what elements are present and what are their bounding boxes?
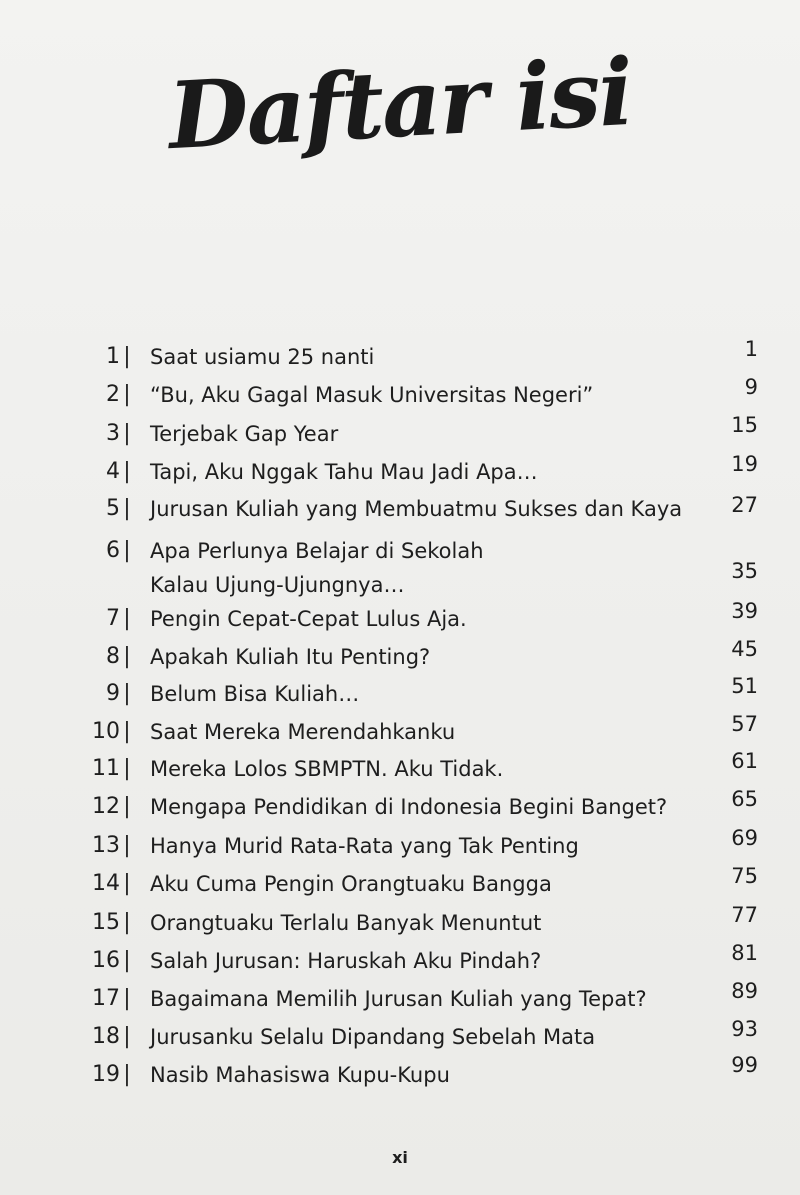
entry-page: 27 xyxy=(731,493,758,517)
entry-title: Aku Cuma Pengin Orangtuaku Bangga xyxy=(150,872,552,896)
toc-entry xyxy=(0,674,800,711)
toc-entry xyxy=(0,637,800,674)
entry-number: 17 xyxy=(92,986,120,1011)
entry-number: 5 xyxy=(106,496,120,521)
entry-separator: | xyxy=(123,1024,131,1049)
entry-number: 4 xyxy=(106,459,120,484)
toc-entry xyxy=(0,375,800,412)
entry-separator: | xyxy=(123,1062,131,1087)
entry-separator: | xyxy=(123,719,131,744)
entry-separator: | xyxy=(123,644,131,669)
toc-entry xyxy=(0,452,800,489)
entry-page: 19 xyxy=(731,452,758,476)
entry-separator: | xyxy=(123,986,131,1011)
entry-title: Hanya Murid Rata-Rata yang Tak Penting xyxy=(150,834,579,858)
entry-title: Jurusanku Selalu Dipandang Sebelah Mata xyxy=(150,1025,596,1049)
entry-separator: | xyxy=(123,344,131,369)
entry-title: Terjebak Gap Year xyxy=(150,422,339,446)
entry-separator: | xyxy=(123,794,131,819)
entry-title: Belum Bisa Kuliah… xyxy=(150,682,360,706)
entry-separator: | xyxy=(123,871,131,896)
toc-entry xyxy=(0,712,800,749)
entry-number: 16 xyxy=(92,948,120,973)
entry-number: 7 xyxy=(106,606,120,631)
entry-page: 93 xyxy=(731,1017,758,1041)
entry-number: 11 xyxy=(92,756,120,781)
entry-page: 51 xyxy=(731,674,758,698)
entry-page: 61 xyxy=(731,749,758,773)
entry-separator: | xyxy=(123,606,131,631)
entry-separator: | xyxy=(123,910,131,935)
toc-entry xyxy=(0,1017,800,1054)
toc-entry xyxy=(0,492,800,526)
entry-number: 18 xyxy=(92,1024,120,1049)
entry-title: Saat usiamu 25 nanti xyxy=(150,345,375,369)
entry-number: 3 xyxy=(106,421,120,446)
entry-page: 1 xyxy=(744,337,758,361)
toc-entry xyxy=(0,979,800,1016)
entry-page: 45 xyxy=(731,637,758,661)
entry-number: 15 xyxy=(92,910,120,935)
entry-page: 89 xyxy=(731,979,758,1003)
entry-title: Jurusan Kuliah yang Membuatmu Sukses dan Kaya xyxy=(150,497,683,521)
entry-number: 8 xyxy=(106,644,120,669)
entry-number: 1 xyxy=(106,344,120,369)
entry-title-line-2: Kalau Ujung-Ujungnya… xyxy=(150,573,405,597)
entry-page: 65 xyxy=(731,787,758,811)
entry-title: Bagaimana Memilih Jurusan Kuliah yang Tepat? xyxy=(150,987,647,1011)
entry-page: 39 xyxy=(731,599,758,623)
toc-entry xyxy=(0,941,800,978)
toc-entry xyxy=(0,787,800,824)
entry-separator: | xyxy=(123,756,131,781)
entry-number: 2 xyxy=(106,382,120,407)
toc-entry xyxy=(0,413,800,451)
entry-page: 57 xyxy=(731,712,758,736)
entry-page: 9 xyxy=(744,375,758,399)
entry-page: 99 xyxy=(731,1053,758,1077)
toc-entry xyxy=(0,749,800,786)
entry-number: 10 xyxy=(92,719,120,744)
entry-title: “Bu, Aku Gagal Masuk Universitas Negeri” xyxy=(150,383,594,407)
entry-separator: | xyxy=(123,459,131,484)
entry-title: Mengapa Pendidikan di Indonesia Begini Banget? xyxy=(150,795,668,819)
toc-entry xyxy=(0,826,800,863)
page-title: Daftar isi xyxy=(165,37,635,171)
entry-title: Salah Jurusan: Haruskah Aku Pindah? xyxy=(150,949,542,973)
entry-number: 14 xyxy=(92,871,120,896)
entry-page: 77 xyxy=(731,903,758,927)
entry-title: Pengin Cepat-Cepat Lulus Aja. xyxy=(150,607,467,631)
entry-title: Orangtuaku Terlalu Banyak Menuntut xyxy=(150,911,542,935)
toc-entry xyxy=(0,534,800,602)
toc-entry xyxy=(0,903,800,940)
entry-number: 13 xyxy=(92,833,120,858)
entry-separator: | xyxy=(123,538,131,563)
entry-page: 35 xyxy=(731,559,758,583)
entry-separator: | xyxy=(123,833,131,858)
entry-title xyxy=(150,534,720,602)
entry-page: 81 xyxy=(731,941,758,965)
toc-entry xyxy=(0,1053,800,1092)
entry-separator: | xyxy=(123,382,131,407)
toc-entry xyxy=(0,599,800,636)
entry-number: 12 xyxy=(92,794,120,819)
entry-separator: | xyxy=(123,496,131,521)
entry-page: 69 xyxy=(731,826,758,850)
entry-title-line-1: Apa Perlunya Belajar di Sekolah xyxy=(150,539,484,563)
toc-entry xyxy=(0,337,800,374)
entry-page: 75 xyxy=(731,864,758,888)
entry-separator: | xyxy=(123,421,131,446)
entry-separator: | xyxy=(123,948,131,973)
toc-entry xyxy=(0,864,800,901)
entry-title: Mereka Lolos SBMPTN. Aku Tidak. xyxy=(150,757,504,781)
entry-number: 19 xyxy=(92,1062,120,1087)
entry-separator: | xyxy=(123,681,131,706)
entry-title: Nasib Mahasiswa Kupu-Kupu xyxy=(150,1063,450,1087)
entry-page: 15 xyxy=(731,413,758,437)
entry-title: Saat Mereka Merendahkanku xyxy=(150,720,456,744)
entry-title: Tapi, Aku Nggak Tahu Mau Jadi Apa… xyxy=(150,460,538,484)
entry-number: 6 xyxy=(106,538,120,563)
entry-number: 9 xyxy=(106,681,120,706)
page-number: xi xyxy=(392,1148,408,1167)
entry-title: Apakah Kuliah Itu Penting? xyxy=(150,645,431,669)
